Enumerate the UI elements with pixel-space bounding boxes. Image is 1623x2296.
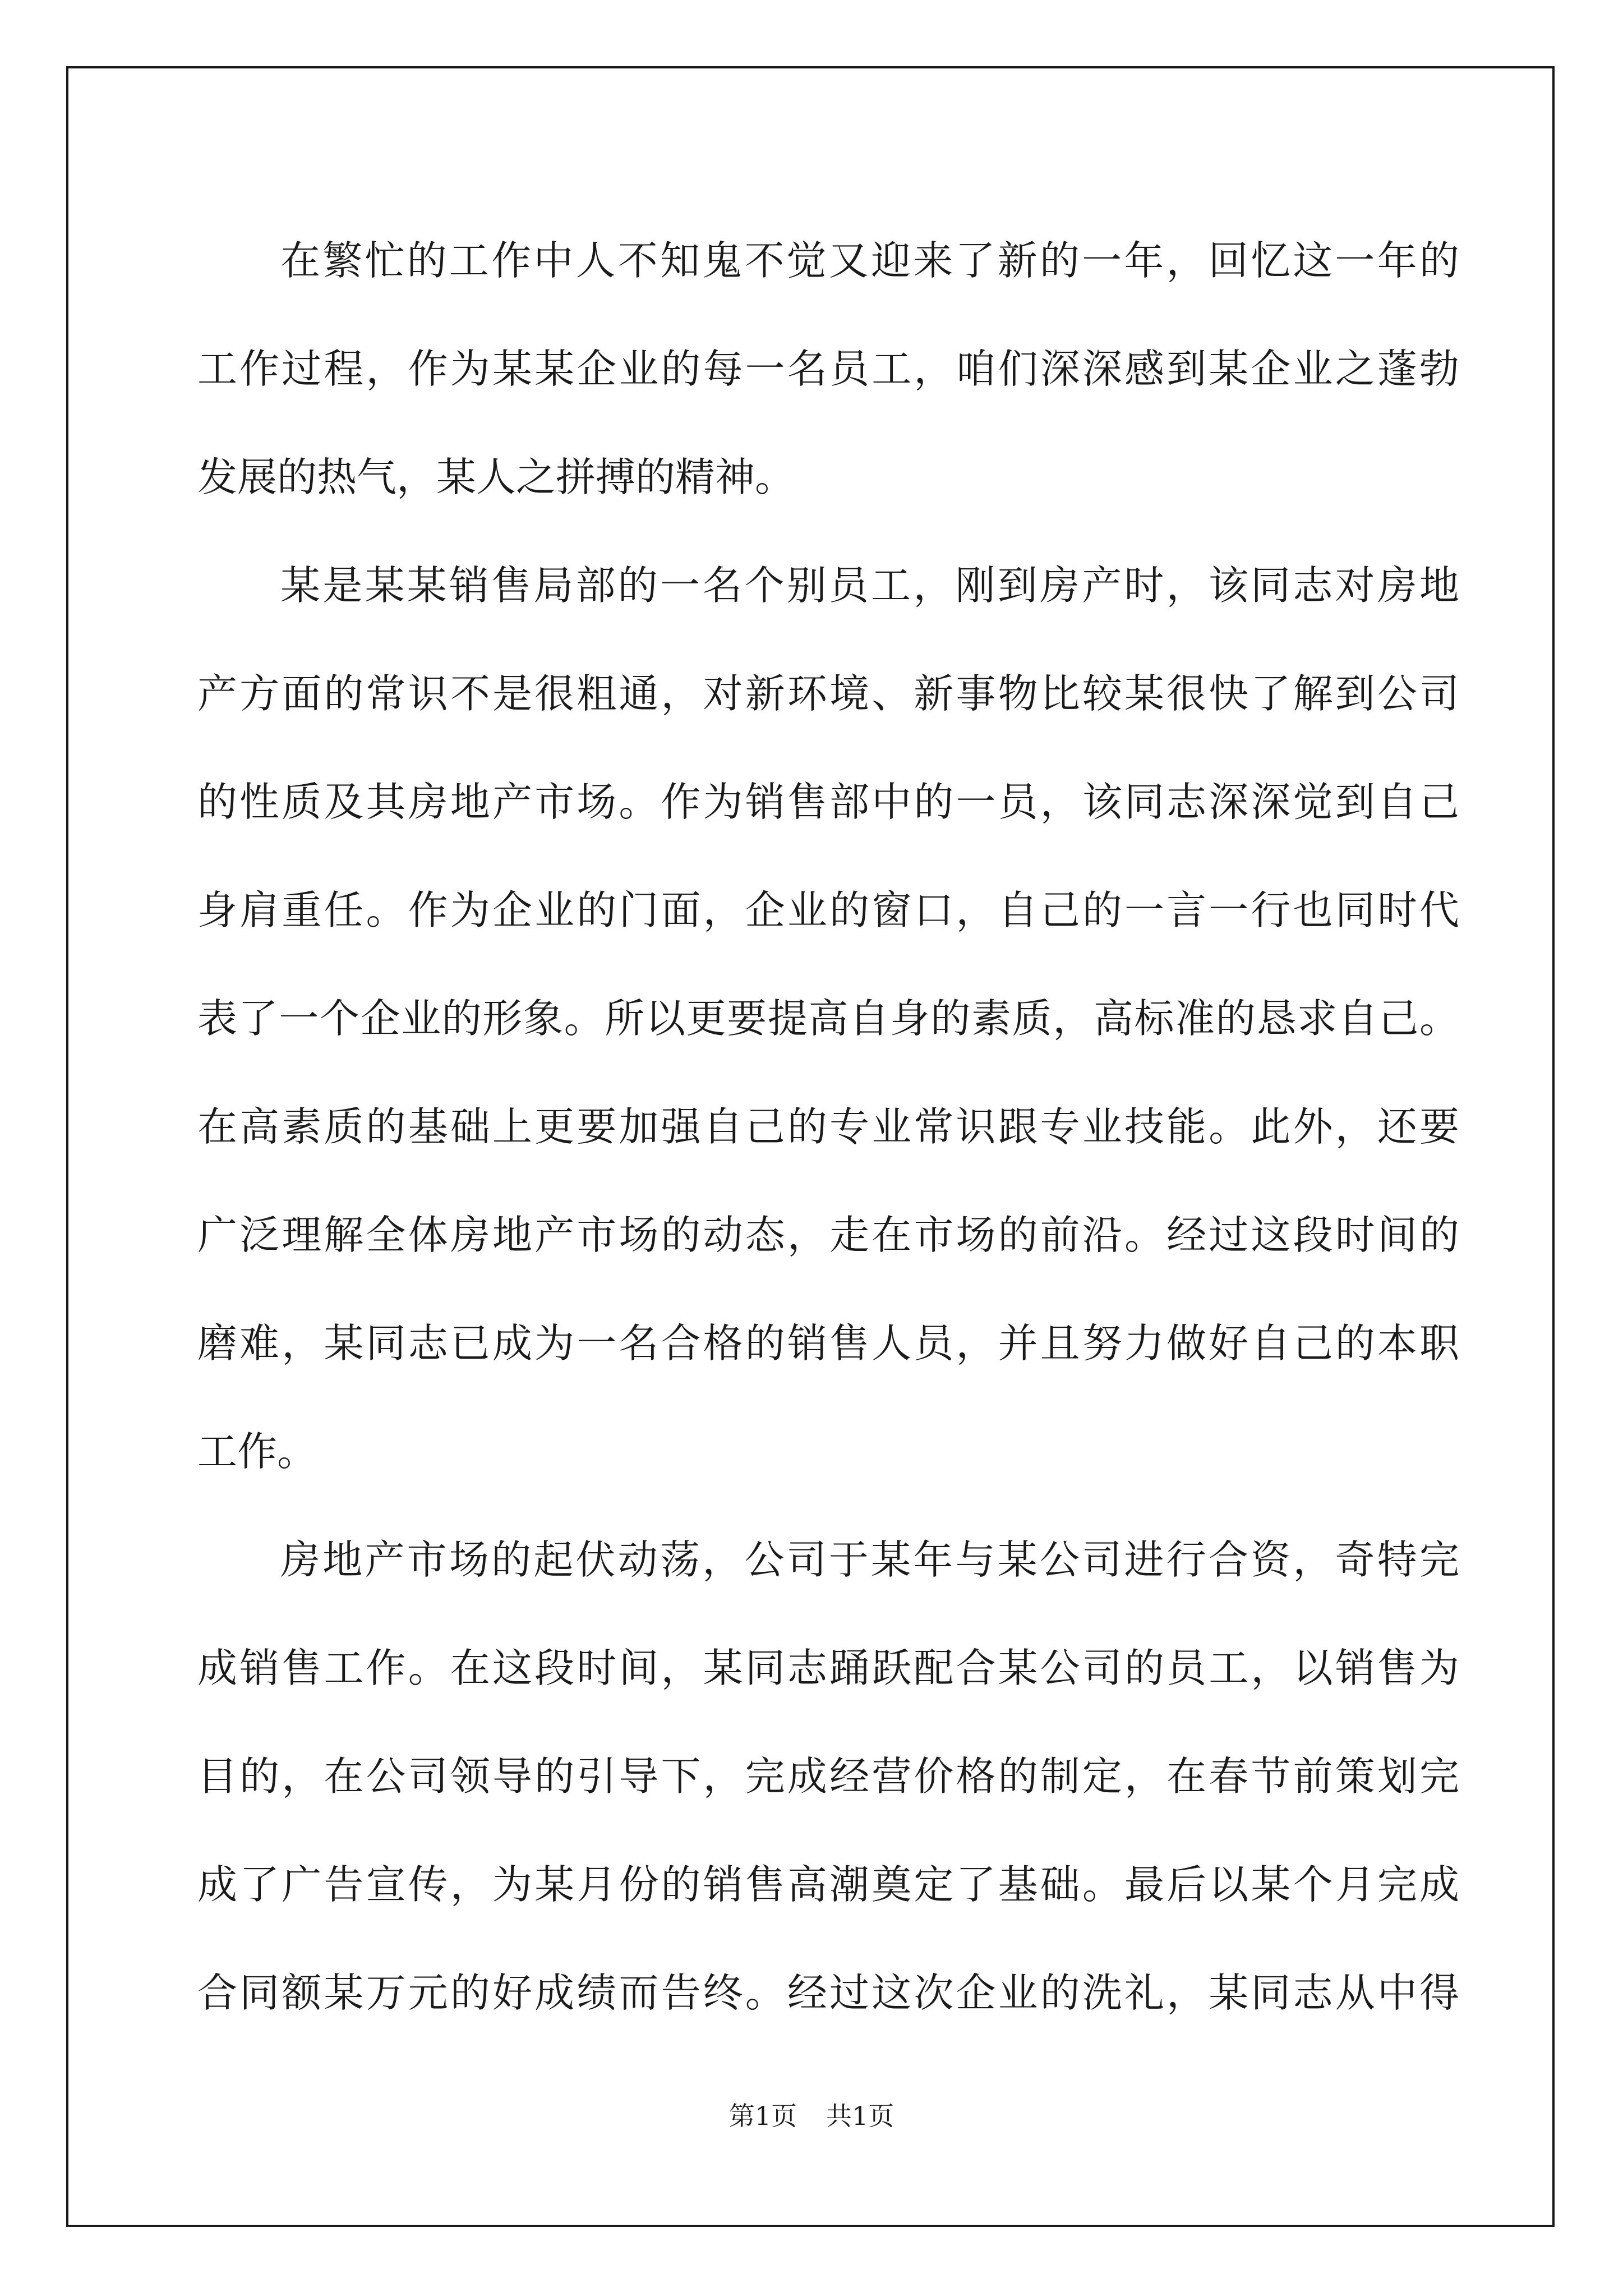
paragraph-1-line-1: 在繁忙的工作中人不知鬼不觉又迎来了新的一年，回忆这一年的	[280, 237, 1459, 284]
paragraph-2-line-2: 产方面的常识不是很粗通，对新环境、新事物比较某很快了解到公司	[197, 670, 1459, 717]
paragraph-3-line-3: 目的，在公司领导的引导下，完成经营价格的制定，在春节前策划完	[197, 1753, 1459, 1800]
page-number: 第1页	[728, 2101, 797, 2131]
paragraph-2-line-7: 广泛理解全体房地产市场的动态，走在市场的前沿。经过这段时间的	[197, 1212, 1459, 1258]
document-body	[197, 206, 1459, 2047]
paragraph-1-line-2: 工作过程，作为某某企业的每一名员工，咱们深深感到某企业之蓬勃	[197, 346, 1459, 392]
paragraph-2-line-8: 磨难，某同志已成为一名合格的销售人员，并且努力做好自己的本职	[197, 1320, 1459, 1366]
paragraph-3-line-2: 成销售工作。在这段时间，某同志踊跃配合某公司的员工，以销售为	[197, 1645, 1459, 1691]
page-total: 共1页	[826, 2101, 895, 2131]
paragraph-2-line-4: 身肩重任。作为企业的门面，企业的窗口，自己的一言一行也同时代	[197, 887, 1459, 933]
paragraph-1-line-3: 发展的热气，某人之拼搏的精神。	[197, 454, 795, 500]
paragraph-2-line-3: 的性质及其房地产市场。作为销售部中的一员，该同志深深觉到自己	[197, 779, 1459, 825]
paragraph-3-line-5: 合同额某万元的好成绩而告终。经过这次企业的洗礼，某同志从中得	[197, 1970, 1459, 2016]
paragraph-3-line-4: 成了广告宣传，为某月份的销售高潮奠定了基础。最后以某个月完成	[197, 1861, 1459, 1908]
paragraph-2-line-1: 某是某某销售局部的一名个别员工，刚到房产时，该同志对房地	[280, 562, 1459, 609]
page-footer	[0, 2096, 1623, 2133]
paragraph-2-line-9: 工作。	[197, 1428, 317, 1475]
paragraph-2-line-6: 在高素质的基础上更要加强自己的专业常识跟专业技能。此外，还要	[197, 1103, 1459, 1150]
paragraph-2-line-5: 表了一个企业的形象。所以更要提高自身的素质，高标准的恳求自己。	[197, 995, 1459, 1042]
paragraph-3-line-1: 房地产市场的起伏动荡，公司于某年与某公司进行合资，奇特完	[280, 1536, 1459, 1583]
